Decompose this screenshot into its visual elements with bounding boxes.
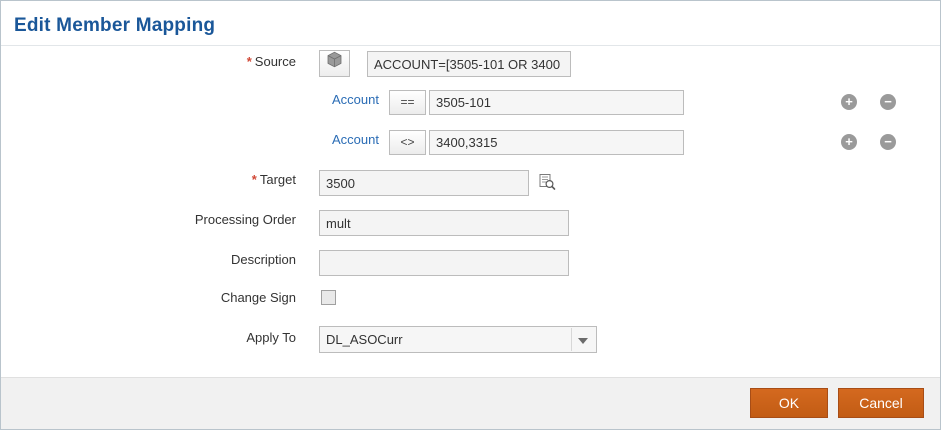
source-input[interactable]	[367, 51, 571, 77]
source-required-marker: *	[246, 54, 252, 69]
search-member-icon[interactable]	[538, 173, 556, 191]
change-sign-label: Change Sign	[220, 290, 296, 305]
add-icon[interactable]: +	[841, 94, 857, 110]
dialog-footer	[1, 377, 940, 429]
cancel-button[interactable]: Cancel	[838, 388, 924, 418]
dimension-value-input-0[interactable]	[429, 90, 684, 115]
processing-order-input[interactable]	[319, 210, 569, 236]
target-label	[1, 172, 296, 187]
processing-order-row	[1, 206, 940, 238]
source-label-text: Source	[254, 54, 296, 69]
dimension-label-0[interactable]: Account	[332, 92, 379, 107]
operator-button-0[interactable]: ==	[389, 90, 426, 115]
description-row	[1, 246, 940, 278]
target-required-marker: *	[251, 172, 257, 187]
page-title: Edit Member Mapping	[14, 15, 216, 36]
add-icon[interactable]: +	[841, 134, 857, 150]
target-label-text: Target	[259, 172, 296, 187]
apply-to-select[interactable]	[319, 326, 597, 353]
target-row	[1, 166, 940, 198]
apply-to-row	[1, 322, 940, 354]
operator-button-1[interactable]: <>	[389, 130, 426, 155]
source-label	[1, 54, 296, 69]
change-sign-row	[1, 286, 940, 314]
change-sign-checkbox[interactable]	[321, 290, 336, 305]
apply-to-value: DL_ASOCurr	[326, 332, 403, 347]
remove-icon[interactable]: −	[880, 134, 896, 150]
select-divider	[571, 328, 572, 351]
dimension-label-1[interactable]: Account	[332, 132, 379, 147]
cube-icon[interactable]	[319, 50, 350, 77]
apply-to-label: Apply To	[246, 330, 296, 345]
dimension-row	[1, 126, 940, 158]
dimension-row	[1, 86, 940, 118]
target-input[interactable]	[319, 170, 529, 196]
dimension-value-input-1[interactable]	[429, 130, 684, 155]
processing-order-label: Processing Order	[194, 212, 296, 227]
remove-icon[interactable]: −	[880, 94, 896, 110]
ok-button[interactable]: OK	[750, 388, 828, 418]
description-label: Description	[230, 252, 296, 267]
mapping-form	[1, 46, 940, 362]
chevron-down-icon	[578, 338, 588, 344]
source-row	[1, 46, 940, 78]
description-input[interactable]	[319, 250, 569, 276]
